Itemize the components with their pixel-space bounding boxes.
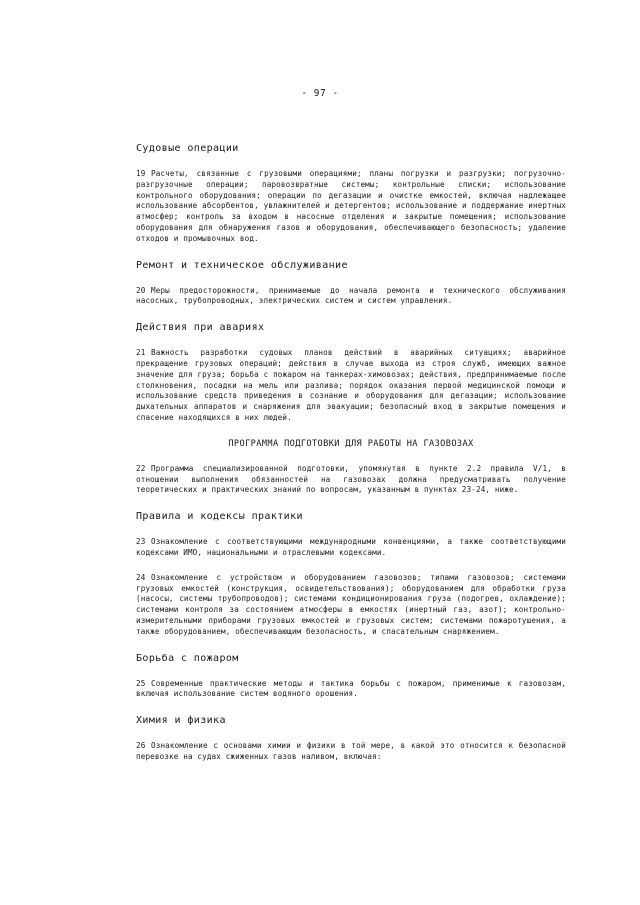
paragraph-number: 22 — [136, 463, 146, 473]
paragraph-number: 25 — [136, 678, 146, 688]
paragraph-number: 26 — [136, 741, 146, 751]
paragraph-number: 23 — [136, 537, 146, 547]
paragraph-24 — [136, 573, 566, 638]
paragraph-19 — [136, 169, 566, 245]
program-title: ПРОГРАММА ПОДГОТОВКИ ДЛЯ РАБОТЫ НА ГАЗОВОЗАХ — [228, 438, 474, 449]
section-heading-repair: Ремонт и техническое обслуживание — [136, 259, 348, 271]
section-heading-rules: Правила и кодексы практики — [136, 511, 303, 523]
paragraph-text: Современные практические методы и тактика борьбы с пожаром, применимые к газовозам, включая использование систем водяного орошения. — [136, 678, 566, 699]
paragraph-23 — [136, 537, 566, 559]
section-heading-chemistry: Химия и физика — [136, 715, 226, 727]
paragraph-21 — [136, 348, 566, 424]
section-heading-ship-operations: Судовые операции — [136, 143, 239, 154]
paragraph-text: Ознакомление с соответствующими международными конвенциями, а также соответствующими кодексами ИМО, национальными и отраслевыми кодексами. — [136, 537, 566, 557]
paragraph-text: Ознакомление с основами химии и физики в той мере, в какой это относится к безопасной перевозке на судах сжиженных газов наливом, включая: — [136, 741, 566, 761]
section-heading-fire: Борьба с пожаром — [136, 652, 239, 664]
paragraph-text: Ознакомление с устройством и оборудованием газовозов; типами газовозов; системами грузовых емкостей (конструкция, освидетельствования); оборудованием для обработки груза (насосы, системы трубопроводов); системами кондиционирования груза (подогрев, охлаждение); системами контроля за состоянием атмосферы в емкостях (инертный газ, азот); контрольно-измерительными приборами грузовых емкостей и грузовых систем; системами пожаротушения, а также оборудованием, обеспечивающим безопасность, и спасательным снаряжением. — [136, 572, 566, 636]
page-content — [136, 142, 566, 777]
paragraph-text: Расчеты, связанные с грузовыми операциями; планы погрузки и разгрузки; погрузочно-разгрузочные операции; паровозвратные системы; контрольные списки; использование контрольного оборудования; операции по дегазации и очистке емкостей, включая надлежащее использование абсорбентов, увлажнителей и детергентов; использование и поддержание инертных атмосфер; контроль за входом в насосные отделения и закрытые помещения; использование оборудования для обнаружения газов и оборудования, обеспечивающего безопасность; удаление отходов и промывочных вод. — [136, 169, 566, 243]
paragraph-text: Программа специализированной подготовки, упомянутая в пункте 2.2 правила V/1, в отношении выполнения обязанностей на газовозах должна предусматривать получение теоретических и практических знаний по вопросам, указанным в пунктах 23-24, ниже. — [136, 463, 566, 495]
paragraph-22 — [136, 464, 566, 496]
paragraph-26 — [136, 741, 566, 763]
section-heading-emergency: Действия при авариях — [136, 322, 265, 334]
paragraph-25 — [136, 679, 566, 701]
paragraph-number: 21 — [136, 348, 146, 358]
paragraph-number: 20 — [136, 285, 146, 295]
paragraph-20 — [136, 286, 566, 308]
page-number: - 97 - — [301, 88, 339, 99]
paragraph-number: 19 — [136, 169, 146, 178]
paragraph-text: Меры предосторожности, принимаемые до начала ремонта и технического обслуживания насосных, трубопроводных, электрических систем и систем управления. — [136, 285, 566, 306]
paragraph-text: Важность разработки судовых планов действий в аварийных ситуациях; аварийное прекращение грузовых операций; действия в случае выхода из строя служб, имеющих важное значение для груза; борьба с пожаром на танкерах-химовозах; действия, предпринимаемые после столкновения, посадки на мель или разлива; порядок оказания первой медицинской помощи и использование средств приведения в сознание и оборудования для дегазации; использование дыхательных аппаратов и снаряжения для эвакуации; безопасный вход в закрытые помещения и спасение находящихся в них людей. — [136, 348, 566, 422]
paragraph-number: 24 — [136, 572, 146, 582]
